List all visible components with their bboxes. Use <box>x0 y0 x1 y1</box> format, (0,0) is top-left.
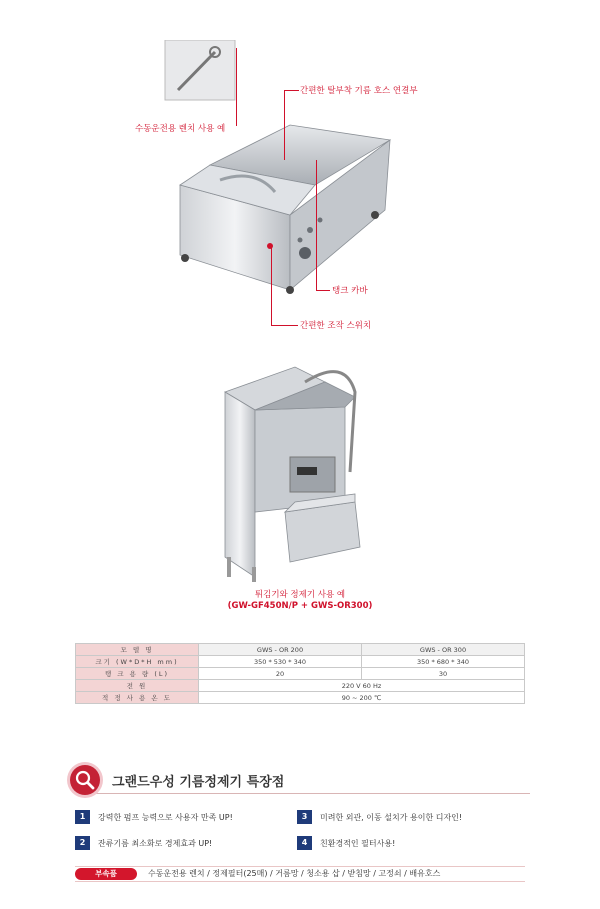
divider <box>90 793 530 794</box>
table-row <box>76 668 525 680</box>
table-row <box>76 644 525 656</box>
callout-line-cover-v <box>316 160 317 290</box>
oil-filter-machine-illustration <box>150 40 410 300</box>
feature-number-2: 2 <box>75 836 90 850</box>
callout-line-switch-h <box>271 325 298 326</box>
feature-text-4: 친환경적인 필터사용! <box>320 839 396 848</box>
fryer-with-filter-illustration <box>205 362 375 582</box>
table-cell: 20 <box>199 668 362 680</box>
caption-usage-example: 튀김기와 정제기 사용 예 <box>254 590 346 600</box>
table-cell: 90 ~ 200 ℃ <box>199 692 525 704</box>
table-row <box>76 692 525 704</box>
table-cell: 30 <box>362 668 525 680</box>
table-row <box>76 656 525 668</box>
accessories-label: 부속품 <box>75 868 137 880</box>
feature-text-1: 강력한 펌프 능력으로 사용자 만족 UP! <box>98 813 233 822</box>
table-cell: 350 * 530 * 340 <box>199 656 362 668</box>
callout-hose-connector: 간편한 탈부착 기름 호스 연결부 <box>300 86 418 96</box>
table-row <box>76 680 525 692</box>
spec-table <box>75 643 525 704</box>
feature-number-3: 3 <box>297 810 312 824</box>
table-header-cell: 모 델 명 <box>76 644 199 656</box>
callout-line-cover-h <box>316 290 330 291</box>
features-header <box>70 765 530 795</box>
callout-tank-cover: 탱크 카바 <box>332 286 368 296</box>
table-cell: GWS - OR 200 <box>199 644 362 656</box>
table-header-cell: 적 정 사 용 온 도 <box>76 692 199 704</box>
table-header-cell: 크기 (W*D*H mm) <box>76 656 199 668</box>
caption-model-combo: (GW-GF450N/P + GWS-OR300) <box>227 601 373 611</box>
table-cell: GWS - OR 300 <box>362 644 525 656</box>
features-title: 그랜드우성 기름정제기 특장점 <box>112 775 285 790</box>
table-header-cell: 탱 크 용 량 (L) <box>76 668 199 680</box>
accessories-bar <box>75 866 525 882</box>
callout-line-wrench <box>236 48 237 126</box>
table-cell: 220 V 60 Hz <box>199 680 525 692</box>
callout-line-switch-v <box>271 244 272 325</box>
feature-number-1: 1 <box>75 810 90 824</box>
callout-line-hose-v <box>284 90 285 160</box>
table-header-cell: 전 원 <box>76 680 199 692</box>
table-cell: 350 * 680 * 340 <box>362 656 525 668</box>
feature-text-2: 잔류기름 최소화로 경제효과 UP! <box>98 839 213 848</box>
callout-wrench-usage: 수동운전용 렌치 사용 예 <box>135 124 226 134</box>
feature-number-4: 4 <box>297 836 312 850</box>
feature-text-3: 미려한 외관, 이동 설치가 용이한 디자인! <box>320 813 463 822</box>
search-icon <box>70 765 100 795</box>
callout-line-hose-h <box>285 90 299 91</box>
accessories-list: 수동운전용 렌치 / 정제필터(25매) / 거름망 / 청소용 삽 / 받침망 / 고정쇠 / 배유호스 <box>148 869 441 878</box>
callout-switch: 간편한 조작 스위치 <box>300 321 372 331</box>
